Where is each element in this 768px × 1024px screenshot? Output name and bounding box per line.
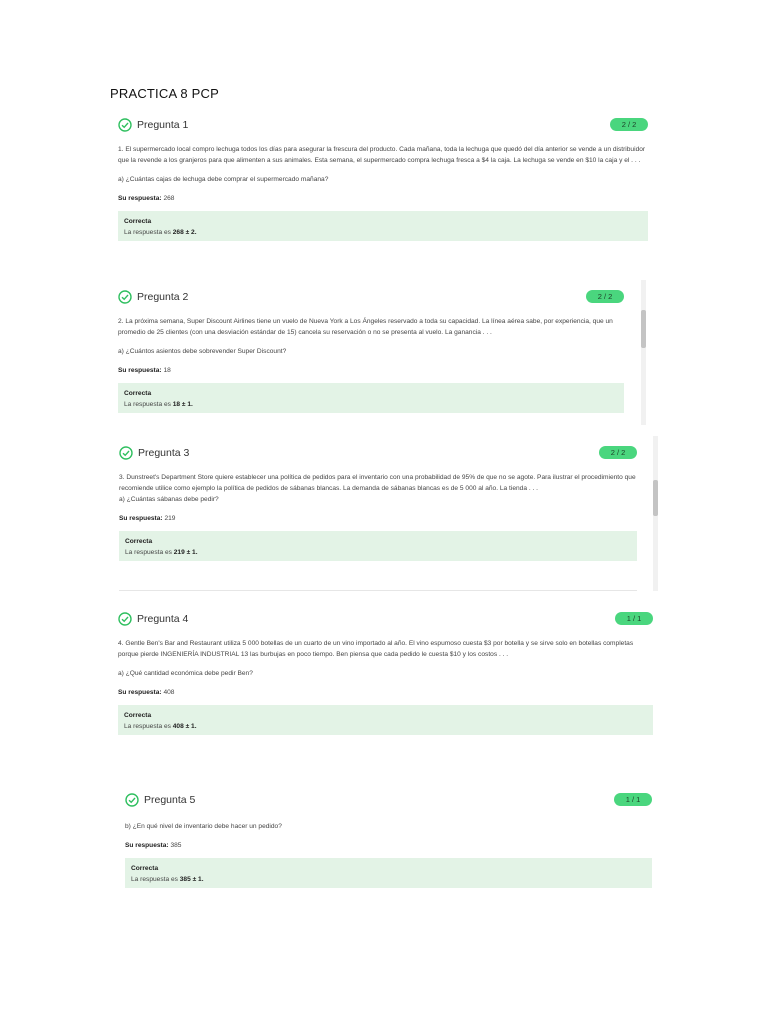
question-header xyxy=(118,290,624,312)
question-header xyxy=(118,612,653,634)
scroll-thumb[interactable] xyxy=(641,310,646,348)
question-card-1 xyxy=(118,118,648,241)
answer-value: 268 xyxy=(163,195,175,202)
question-header xyxy=(119,446,637,468)
answer-value: 385 xyxy=(170,842,182,849)
your-answer xyxy=(125,840,652,851)
question-card-5 xyxy=(125,793,652,888)
result-status: Correcta xyxy=(131,865,159,872)
page-title: PRACTICA 8 PCP xyxy=(110,86,219,101)
result-value: 385 ± 1. xyxy=(179,876,204,883)
your-answer xyxy=(119,513,637,524)
question-text: 1. El supermercado local compro lechuga todos los días para asegurar la frescura del producto. Cada mañana, toda la lechuga que quedó del día anterior se vende a un distribuidor que la revende a los granjeros para que alimenten a sus animales. Esta semana, el supermercado compra lechuga fresca a $4 la caja. La lechuga se vende en $10 la caja y el . . . xyxy=(118,146,646,164)
result-status: Correcta xyxy=(124,712,152,719)
your-answer xyxy=(118,365,624,376)
your-answer xyxy=(118,687,653,698)
answer-label: Su respuesta: xyxy=(118,367,162,374)
result-value: 219 ± 1. xyxy=(173,549,198,556)
result-status: Correcta xyxy=(124,218,152,225)
question-title: Pregunta 4 xyxy=(137,613,189,625)
question-text: 3. Dunstreet's Department Store quiere establecer una política de pedidos para el inventario con una probabilidad de 95% de que no se agote. Para ilustrar el procedimiento que recomiende utilice como ejemplo la política de pedidos de sábanas blancas. La demanda de sábanas blancas es de 5 000 al año. La tienda . . . xyxy=(119,474,636,492)
score-badge: 2 / 2 xyxy=(610,118,648,131)
check-circle-icon xyxy=(118,290,132,304)
result-text xyxy=(125,547,631,558)
answer-label: Su respuesta: xyxy=(118,689,162,696)
check-circle-icon xyxy=(119,446,133,460)
result-prefix: La respuesta es xyxy=(124,401,171,408)
result-value: 408 ± 1. xyxy=(172,723,197,730)
result-text xyxy=(131,874,646,885)
question-header xyxy=(118,118,648,140)
check-circle-icon xyxy=(118,612,132,626)
question-prompt: a) ¿Qué cantidad económica debe pedir Ben? xyxy=(118,670,253,677)
your-answer xyxy=(118,193,648,204)
question-prompt: a) ¿Cuántas sábanas debe pedir? xyxy=(119,496,219,503)
result-box xyxy=(119,531,637,561)
result-prefix: La respuesta es xyxy=(124,723,171,730)
result-text xyxy=(124,227,642,238)
score-badge: 1 / 1 xyxy=(614,793,652,806)
question-header xyxy=(125,793,652,815)
result-box xyxy=(118,705,653,735)
answer-value: 18 xyxy=(163,367,171,374)
answer-label: Su respuesta: xyxy=(118,195,162,202)
answer-value: 408 xyxy=(163,689,175,696)
question-title: Pregunta 1 xyxy=(137,119,189,131)
result-box xyxy=(125,858,652,888)
scrollbar[interactable] xyxy=(653,436,658,591)
result-prefix: La respuesta es xyxy=(125,549,172,556)
result-value: 268 ± 2. xyxy=(172,229,197,236)
question-text: 4. Gentle Ben's Bar and Restaurant utiliza 5 000 botellas de un cuarto de un vino importado al año. El vino espumoso cuesta $3 por botella y se sirve solo en botellas completas porque pierde INGENIERÍA INDUSTRIAL 13 las burbujas en poco tiempo. Ben piensa que cada pedido le cuesta $10 y los costos . . . xyxy=(118,640,634,658)
result-box xyxy=(118,383,624,413)
check-circle-icon xyxy=(118,118,132,132)
question-card-4 xyxy=(118,612,653,735)
scrollbar[interactable] xyxy=(641,280,646,425)
result-text xyxy=(124,399,618,410)
answer-value: 219 xyxy=(164,515,176,522)
answer-label: Su respuesta: xyxy=(125,842,169,849)
divider xyxy=(119,590,637,591)
result-prefix: La respuesta es xyxy=(124,229,171,236)
question-title: Pregunta 2 xyxy=(137,291,189,303)
question-prompt: a) ¿Cuántas cajas de lechuga debe comprar el supermercado mañana? xyxy=(118,176,329,183)
score-badge: 2 / 2 xyxy=(599,446,637,459)
question-card-3 xyxy=(119,446,637,561)
question-title: Pregunta 5 xyxy=(144,794,196,806)
result-prefix: La respuesta es xyxy=(131,876,178,883)
question-prompt: b) ¿En qué nivel de inventario debe hacer un pedido? xyxy=(125,823,282,830)
result-value: 18 ± 1. xyxy=(172,401,193,408)
question-card-2 xyxy=(118,290,624,413)
question-text: 2. La próxima semana, Super Discount Airlines tiene un vuelo de Nueva York a Los Ángeles reservado a toda su capacidad. La línea aérea sabe, por experiencia, que un promedio de 25 clientes (con una desviación estándar de 15) cancela su reservación o no se presenta al vuelo. La ganancia . . . xyxy=(118,318,613,336)
question-title: Pregunta 3 xyxy=(138,447,190,459)
answer-label: Su respuesta: xyxy=(119,515,163,522)
result-box xyxy=(118,211,648,241)
result-status: Correcta xyxy=(124,390,152,397)
scroll-thumb[interactable] xyxy=(653,480,658,516)
score-badge: 1 / 1 xyxy=(615,612,653,625)
score-badge: 2 / 2 xyxy=(586,290,624,303)
check-circle-icon xyxy=(125,793,139,807)
result-status: Correcta xyxy=(125,538,153,545)
result-text xyxy=(124,721,647,732)
question-prompt: a) ¿Cuántos asientos debe sobrevender Super Discount? xyxy=(118,348,287,355)
